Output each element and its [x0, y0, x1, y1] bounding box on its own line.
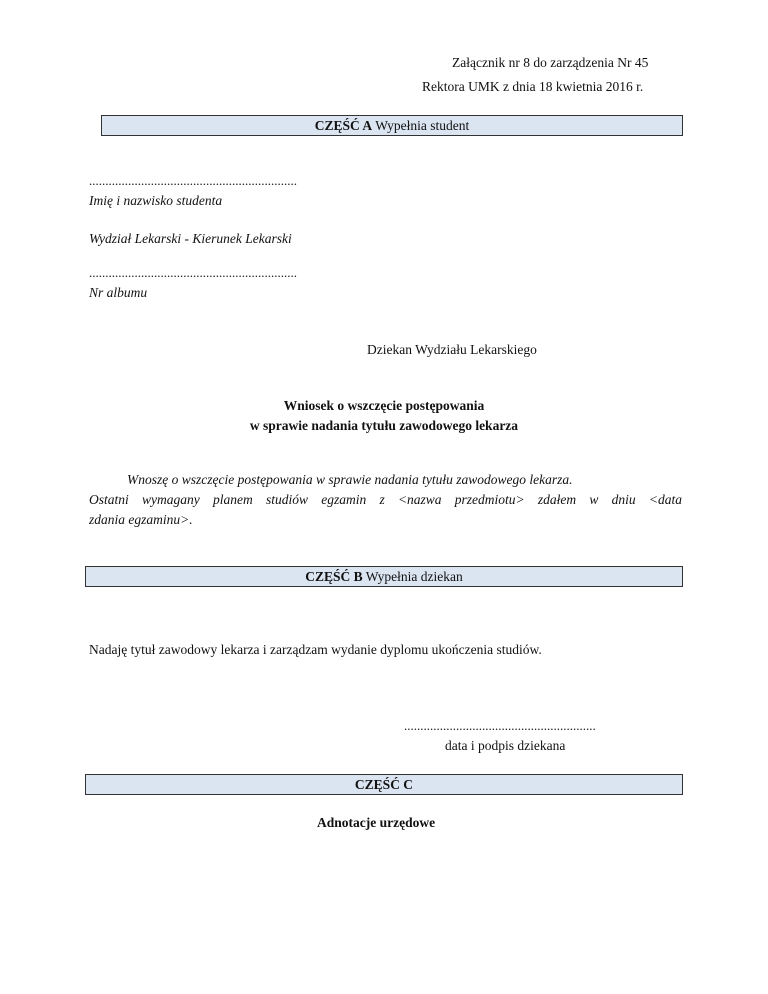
section-c-label: CZĘŚĆ C — [354, 777, 414, 792]
section-b-subtitle: Wypełnia dziekan — [365, 569, 463, 584]
faculty-text: Wydział Lekarski - Kierunek Lekarski — [89, 231, 292, 246]
section-c-bar — [85, 774, 683, 795]
dean-decision: Nadaję tytuł zawodowy lekarza i zarządzam wydanie dyplomu ukończenia studiów. — [89, 642, 542, 657]
document-title-line-2: w sprawie nadania tytułu zawodowego lekarza — [249, 418, 519, 433]
album-number-label: Nr albumu — [89, 285, 148, 300]
section-b-label: CZĘŚĆ B — [305, 569, 363, 584]
document-title-line-1: Wniosek o wszczęcie postępowania — [283, 398, 485, 413]
header-line-1: Załącznik nr 8 do zarządzenia Nr 45 — [452, 55, 649, 70]
dean-signature-field[interactable]: ........................................................... — [404, 718, 596, 733]
section-a-bar — [101, 115, 683, 136]
section-a-label: CZĘŚĆ A — [314, 118, 373, 133]
request-line-1: Wnoszę o wszczęcie postępowania w sprawie nadania tytułu zawodowego lekarza. — [127, 472, 573, 487]
student-name-label: Imię i nazwisko studenta — [89, 193, 223, 208]
section-a-subtitle: Wypełnia student — [375, 118, 470, 133]
request-line-3: zdania egzaminu>. — [89, 512, 193, 527]
addressee: Dziekan Wydziału Lekarskiego — [367, 342, 537, 357]
annotations-title: Adnotacje urzędowe — [317, 815, 436, 830]
request-line-2: Ostatni wymagany planem studiów egzamin z <nazwa przedmiotu> zdałem w dniu <data — [89, 492, 682, 507]
dean-signature-label: data i podpis dziekana — [445, 738, 566, 753]
section-b-bar — [85, 566, 683, 587]
header-line-2: Rektora UMK z dnia 18 kwietnia 2016 r. — [422, 79, 644, 94]
album-number-field[interactable]: ................................................................ — [89, 265, 297, 280]
student-name-field[interactable]: ................................................................ — [89, 173, 297, 188]
